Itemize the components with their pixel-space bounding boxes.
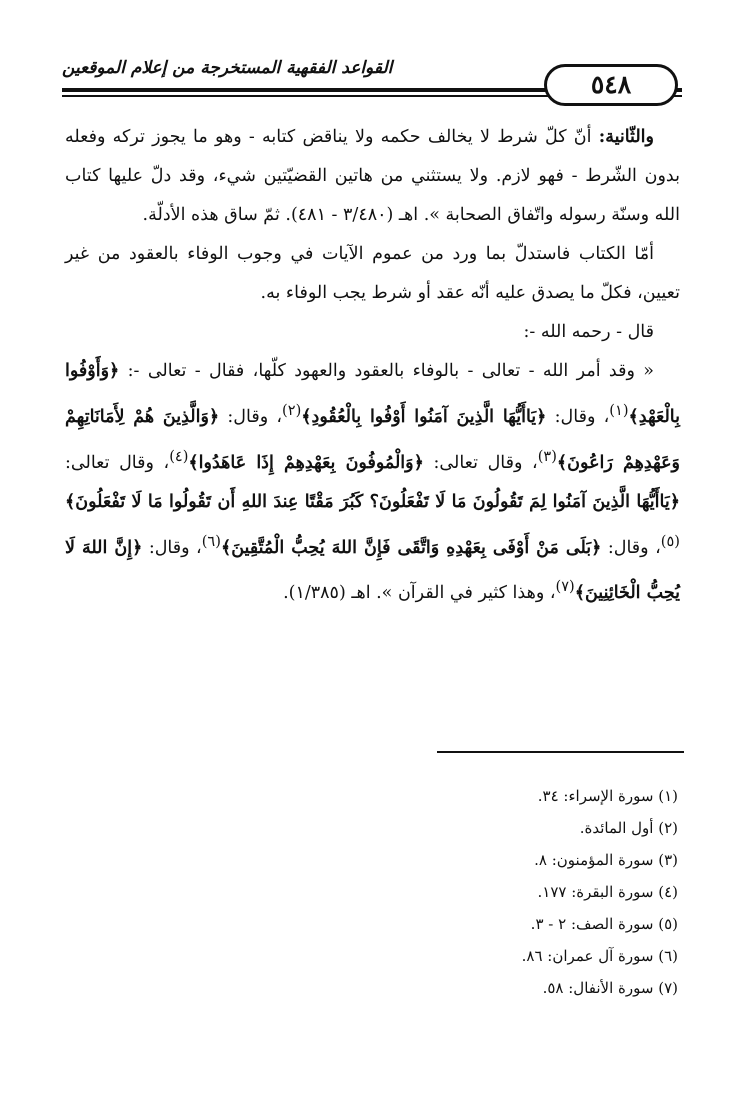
footnote-4: (٤) سورة البقرة: ١٧٧. bbox=[537, 883, 678, 901]
connector-6: ، وقال: bbox=[142, 537, 202, 558]
footnote-ref-6: (٦) bbox=[201, 532, 221, 550]
verse-7: ﴿إِنَّ اللهَ لَا يُحِبُّ الْخَائِنِينَ﴾ bbox=[65, 537, 680, 604]
footnote-5: (٥) سورة الصف: ٢ - ٣. bbox=[530, 915, 678, 933]
footnote-ref-4: (٤) bbox=[169, 447, 189, 465]
quote-intro: « وقد أمر الله - تعالى - بالوفاء بالعقود والعهود كلّها، فقال - تعالى -: bbox=[119, 361, 654, 381]
page-header bbox=[62, 50, 682, 100]
connector-7: ، وهذا كثير في القرآن ». اهـ (١/٣٨٥). bbox=[283, 583, 556, 604]
footnote-ref-7: (٧) bbox=[555, 578, 575, 596]
main-text bbox=[65, 118, 680, 613]
footnote-separator bbox=[437, 751, 684, 753]
footnote-ref-3: (٣) bbox=[537, 447, 557, 465]
paragraph-4 bbox=[65, 352, 680, 613]
connector-4: ، وقال تعالى: bbox=[65, 452, 170, 473]
footnote-3: (٣) سورة المؤمنون: ٨. bbox=[534, 851, 678, 869]
footnote-7: (٧) سورة الأنفال: ٥٨. bbox=[542, 979, 678, 997]
connector-3: ، وقال تعالى: bbox=[423, 452, 538, 473]
connector-5: ، وقال: bbox=[601, 537, 661, 558]
page-number: ٥٤٨ bbox=[544, 64, 678, 106]
footnote-ref-1: (١) bbox=[609, 402, 629, 419]
footnote-ref-2: (٢) bbox=[282, 402, 302, 419]
running-title: القواعد الفقهية المستخرجة من إعلام الموقعين bbox=[62, 58, 393, 78]
verse-6: ﴿بَلَى مَنْ أَوْفَى بِعَهْدِهِ وَاتَّقَى فَإِنَّ اللهَ يُحِبُّ الْمُتَّقِينَ﴾ bbox=[220, 537, 602, 558]
paragraph-3: قال - رحمه الله -: bbox=[523, 322, 654, 342]
verse-5: ﴿يَاأَيُّهَا الَّذِينَ آمَنُوا لِمَ تَقُولُونَ مَا لَا تَفْعَلُونَ؟ كَبُرَ مَقْتًا عِندَ اللهِ أَن تَقُولُوا مَا لَا تَفْعَلُونَ﴾ bbox=[65, 491, 680, 512]
connector-2: ، وقال: bbox=[219, 406, 283, 427]
paragraph-1-label: والثّانية: bbox=[598, 127, 654, 147]
paragraph-2: أمّا الكتاب فاستدلّ بما ورد من عموم الآيات في وجوب الوفاء بالعقود من غير تعيين، فكلّ ما يصدق عليه أنّه عقد أو شرط يجب الوفاء به. bbox=[65, 244, 680, 303]
paragraph-1-text: أنّ كلّ شرط لا يخالف حكمه ولا يناقض كتابه - وهو ما يجوز تركه وفعله بدون الشّرط - فهو لازم. ولا يستثني من هاتين القضيّتين شيء، وقد دلّ عليها كتاب الله وسنّة رسوله واتّفاق الصحابة ». اهـ (٣/٤٨٠ - ٤٨١). ثمّ ساق هذه الأدلّة. bbox=[65, 127, 680, 225]
verse-2: ﴿يَاأَيُّهَا الَّذِينَ آمَنُوا أَوْفُوا بِالْعُقُودِ﴾ bbox=[301, 406, 547, 427]
connector-1: ، وقال: bbox=[546, 406, 610, 427]
verse-1: ﴿وَأَوْفُوا بِالْعَهْدِ﴾ bbox=[65, 361, 680, 427]
footnote-6: (٦) سورة آل عمران: ٨٦. bbox=[521, 947, 678, 965]
paragraph-1 bbox=[65, 118, 680, 235]
footnote-2: (٢) أول المائدة. bbox=[579, 819, 678, 837]
verse-3: ﴿وَالَّذِينَ هُمْ لِأَمَانَاتِهِمْ وَعَهْدِهِمْ رَاعُونَ﴾ bbox=[65, 406, 680, 473]
footnote-ref-5: (٥) bbox=[660, 532, 680, 550]
footnotes bbox=[300, 780, 678, 1004]
verse-4: ﴿وَالْمُوفُونَ بِعَهْدِهِمْ إِذَا عَاهَدُوا﴾ bbox=[188, 452, 424, 473]
footnote-1: (١) سورة الإسراء: ٣٤. bbox=[537, 787, 678, 805]
